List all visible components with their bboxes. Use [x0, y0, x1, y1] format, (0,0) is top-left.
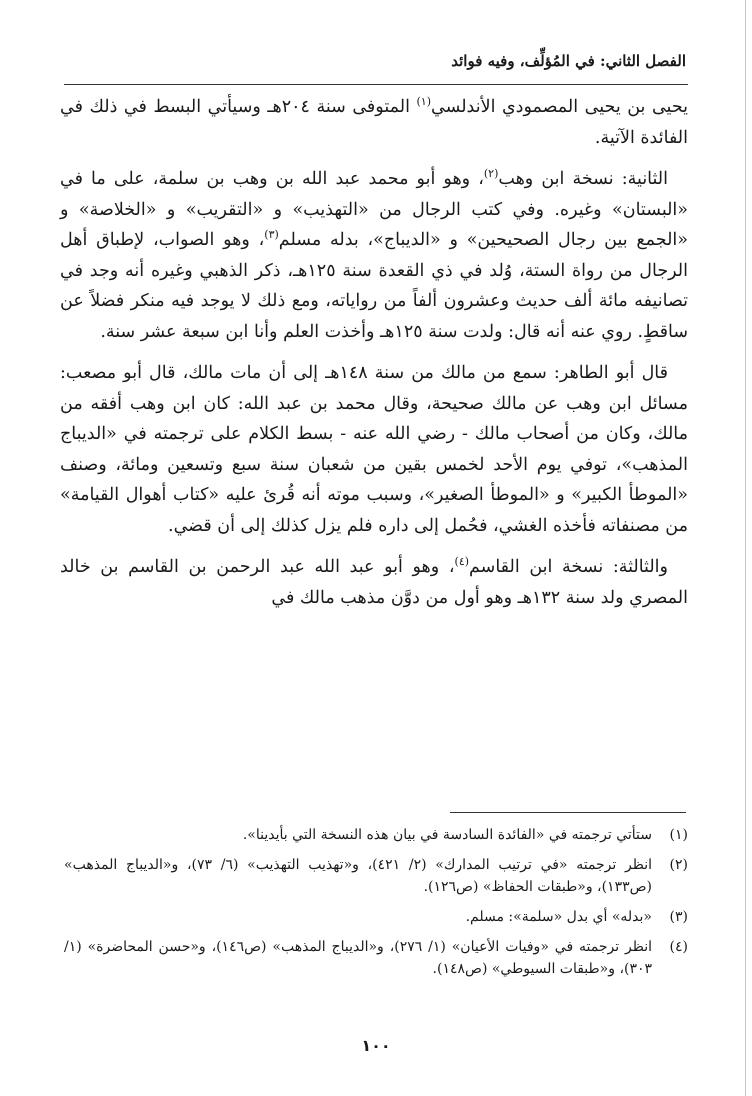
footnote-ref-1: (١)	[416, 95, 431, 109]
footnote	[64, 854, 688, 898]
header-divider	[64, 84, 688, 85]
main-text	[60, 92, 688, 624]
paragraph-2-text-b: ، وهو أبو محمد عبد الله بن وهب بن سلمة، على ما في «البستان» وغيره. وفي كتب الرجال من «التهذيب» و «التقريب» و «الخلاصة» و «الجمع بين رجال الصحيحين» و «الديباج»، بدله مسلم	[60, 169, 688, 250]
footnote-ref-2: (٢)	[483, 167, 499, 181]
footnote-number: (٢)	[669, 857, 688, 873]
paragraph-4	[60, 552, 688, 613]
paragraph-1-text-a: يحيى بن يحيى المصمودي الأندلسي	[431, 97, 688, 117]
paragraph-2-text-c: ، وهو الصواب، لإطباق أهل الرجال من رواة الستة، وُلد في ذي القعدة سنة ١٢٥هـ، ذكر الذهبي وغيره أنه وجد في تصانيفه مائة ألف حديث وعشرون ألفاً من رواياته، ومع ذلك لا يوجد فيه منكر فضلاً عن ساقطٍ. روي عنه أنه قال: ولدت سنة ١٢٥هـ وأخذت العلم وأنا ابن سبعة عشر سنة.	[60, 230, 688, 342]
paragraph-4-text-a: والثالثة: نسخة ابن القاسم	[469, 557, 668, 577]
footnote	[64, 906, 688, 928]
footnote-number: (١)	[669, 827, 688, 843]
paragraph-3: قال أبو الطاهر: سمع من مالك من سنة ١٤٨هـ إلى أن مات مالك، قال أبو مصعب: مسائل ابن وهب عن مالك صحيحة، وقال محمد بن عبد الله: كان ابن وهب أفقه من مالك، وكان من أصحاب مالك - رضي الله عنه - بسط الكلام على ترجمته في «الديباج المذهب»، توفي يوم الأحد لخمس بقين من شعبان سنة سبع وتسعين ومائة، وصنف «الموطأ الكبير» و «الموطأ الصغير»، وسبب موته أنه قُرئ عليه «كتاب أهوال القيامة» من مصنفاته فأخذه الغشي، فحُمل إلى داره فلم يزل كذلك إلى أن قضي.	[60, 363, 688, 536]
page-number: ١٠٠	[361, 1036, 391, 1055]
running-header: الفصل الثاني: في المُؤلِّف، وفيه فوائد	[451, 52, 686, 70]
paragraph-1-text-b: المتوفى سنة ٢٠٤هـ وسيأتي البسط في ذلك في الفائدة الآتية.	[60, 97, 688, 148]
footnote	[64, 824, 688, 846]
paragraph-2-text-a: الثانية: نسخة ابن وهب	[498, 169, 668, 189]
footnote	[64, 936, 688, 980]
footnote-divider	[450, 812, 686, 813]
paragraph-1	[60, 92, 688, 153]
paragraph-2	[60, 164, 688, 347]
paragraph-4-text-b: ، وهو أبو عبد الله عبد الرحمن بن القاسم بن خالد المصري ولد سنة ١٣٢هـ وهو أول من دوَّن مذهب مالك في	[60, 557, 688, 608]
footnote-text: ستأتي ترجمته في «الفائدة السادسة في بيان هذه النسخة التي بأيدينا».	[242, 827, 652, 843]
footnote-text: انظر ترجمته في «وفيات الأعيان» (١/ ٢٧٦)، و«الديباج المذهب» (ص١٤٦)، و«حسن المحاضرة» (١/ ٣٠٣)، و«طبقات السيوطي» (ص١٤٨).	[64, 939, 652, 977]
footnote-text: انظر ترجمته «في ترتيب المدارك» (٢/ ٤٢١)، و«تهذيب التهذيب» (٦/ ٧٣)، و«الديباج المذهب» (ص١٣٣)، و«طبقات الحفاظ» (ص١٢٦).	[64, 857, 653, 895]
page-edge-line	[745, 0, 746, 1096]
footnote-ref-3: (٣)	[264, 228, 279, 242]
footnote-text: «بدله» أي بدل «سلمة»: مسلم.	[465, 909, 652, 925]
footnote-ref-4: (٤)	[454, 555, 470, 569]
footnotes	[64, 824, 688, 988]
footnote-number: (٤)	[669, 939, 688, 955]
footnote-number: (٣)	[669, 909, 688, 925]
